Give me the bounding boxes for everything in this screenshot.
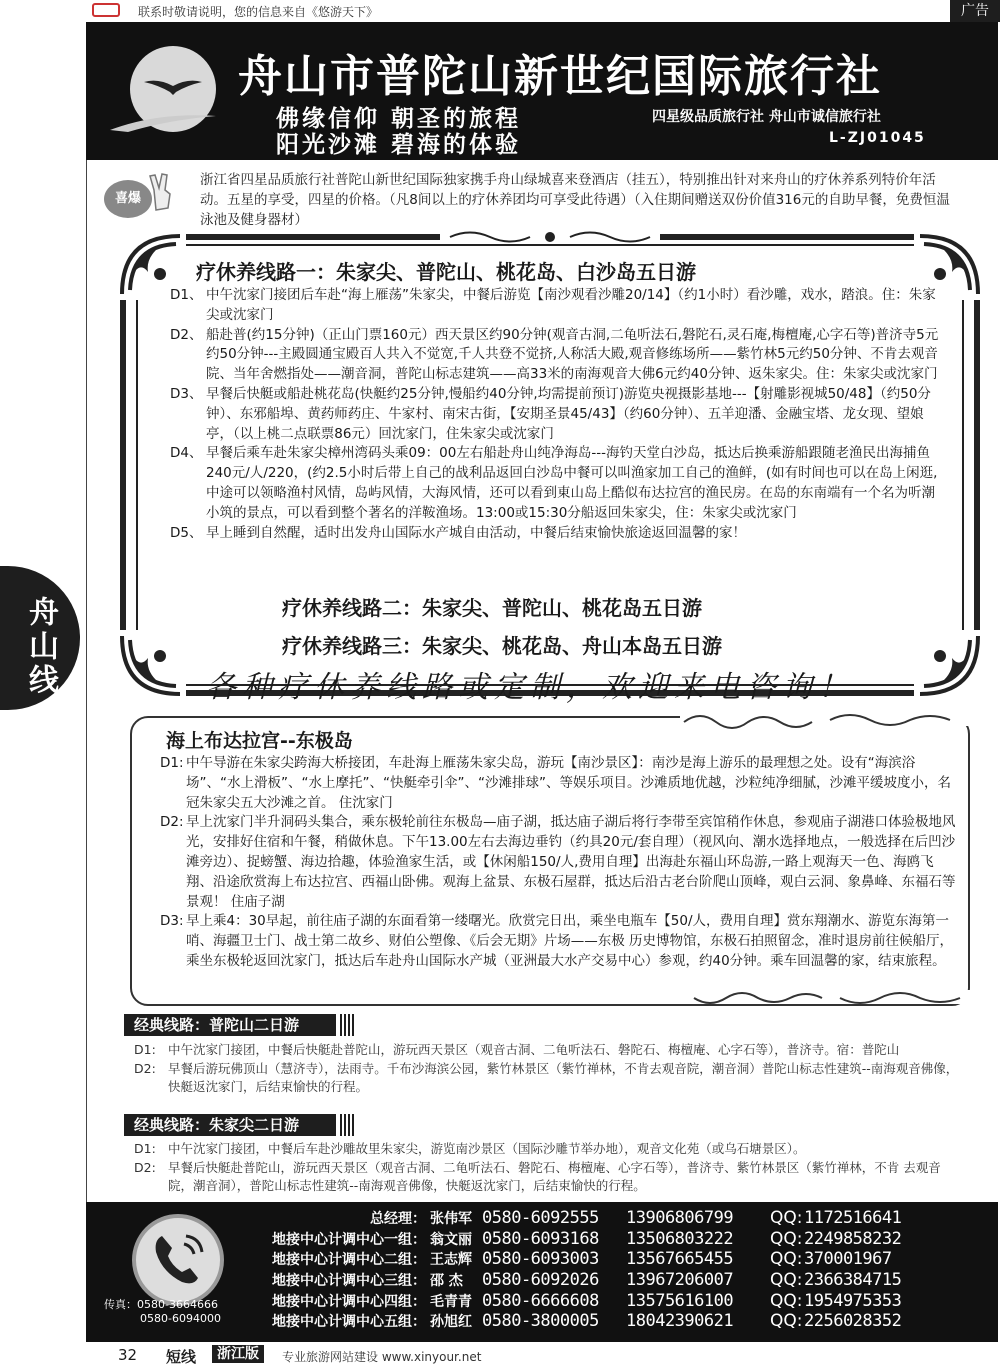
east-island-itinerary [160,754,960,972]
contact-row: 地接中心计调中心二组： 王志辉 0580-6093003 13567665455 QQ: 370001967 [272,1249,892,1270]
contact-list [246,1208,990,1332]
east-island-title: 海上布达拉宫--东极岛 [166,730,353,752]
itinerary-day: D1: 中午沈家门接团，中餐后车赴沙雕故里朱家尖，游览南沙景区（国际沙雕节举办地），观音文化苑（或乌石塘景区）。 [134,1141,806,1156]
source-note: 联系时敬请说明，您的信息来自《悠游天下》 [138,5,379,19]
itinerary-day: D3、 早餐后快艇或船赴桃花岛(快艇约25分钟,慢船约40分钟,均需提前预订)游览央视摄影基地---【射雕影视城50/48】（约50分钟）、东邪船埠、黄药师药庄、牛家村、南宋古街，【安期圣景45/43】（约60分钟）、五羊迎潘、金融宝塔、龙女现、望娘亭，（以上桃二点联票86元）回沈家门，住朱家尖或沈家门 [170,385,931,442]
phone-badge [132,1214,224,1306]
route-2-title: 疗休养线路二：朱家尖、普陀山、桃花岛五日游 [282,596,702,620]
custom-route-note: 各种疗休养线路或定制，欢迎来电咨询！ [206,670,854,705]
contact-footer [86,1202,998,1342]
ad-tag: 广告 [950,0,1000,22]
itinerary-day: D2: 早餐后游玩佛顶山（慧济寺），法雨寺。千布沙海滨公园，紫竹林景区（紫竹禅林，不肯去观音院，潮音洞）普陀山标志性建筑--南海观音佛像，快艇返沈家门，后结束愉快的行程。 [134,1060,959,1094]
route-1-itinerary [170,286,942,543]
phone-icon [148,1230,208,1290]
contact-row: 地接中心计调中心三组： 邵 杰 0580-6092026 13967206007 QQ: 2366384715 [272,1270,902,1291]
swoosh-icon [108,108,218,134]
itinerary-day: D1: 中午导游在朱家尖跨海大桥接团，车赴海上雁荡朱家尖岛，游玩【南沙景区】：南沙是海上游乐的最理想之处。设有“海滨浴场”、“水上滑板”、“水上摩托”、“快艇牵引伞”、“沙滩排球”、等娱乐项目。沙滩质地优越，沙粒纯净细腻，沙滩平缓坡度小，名冠朱家尖五大沙滩之首。 住沈家门 [160,755,951,811]
itinerary-day: D4、 早餐后乘车赴朱家尖樟州湾码头乘09：00左右船赴舟山纯净海岛---海钓天堂白沙岛，抵达后换乘游船跟随老渔民出海捕鱼240元/人/220，(约2.5小时后带上自己的战利品返回白沙岛中餐可以叫渔家加工自己的渔鲜，(如有时间也可以在岛上闲逛,中途可以领略渔村风情，岛屿风情，大海风情，还可以看到東山岛上酷似布达拉宫的渔民房。在岛的东南端有一个名为听潮小筑的景点，可以看到整个著名的洋鞍渔场。13:00或15:30分船返回朱家尖，住：朱家尖或沈家门 [170,445,938,521]
section-label: 短线 [166,1348,197,1366]
classic-route-2-itinerary [134,1140,964,1196]
hot-badge [104,172,176,222]
victory-hand-icon [148,172,176,212]
website-line: 专业旅游网站建设 www.xinyour.net [282,1350,482,1364]
page-number: 32 [118,1346,138,1364]
corner-flourish-icon [116,630,186,700]
itinerary-day: D3: 早上乘4：30早起，前往庙子湖的东面看第一缕曙光。欣赏完日出，乘坐电瓶车【50/人，费用自理】赏东翔潮水、游览东海第一哨、海疆卫士门、战士第二故乡、财伯公塑像、《后会无期》片场——东极 历史博物馆，东极石拍照留念，准时退房前往候船厅，乘坐东极轮返回沈家门，抵达后车赴舟山国际水产城（亚洲最大水产交易中心）参观，约40分钟。乘车回温馨的家，结束旅程。 [160,913,954,969]
corner-flourish-icon [914,630,984,700]
fax-numbers: 传真：0580-3664666 0580-6094000 [104,1298,221,1325]
quality-badge: 四星级品质旅行社 舟山市诚信旅行社 [652,109,881,125]
itinerary-day: D5、 早上睡到自然醒，适时出发舟山国际水产城自由活动，中餐后结束愉快旅途返回温馨的家！ [170,524,746,541]
contact-row: 地接中心计调中心一组： 翁文丽 0580-6093168 13506803222 QQ: 2249858232 [272,1228,902,1249]
top-strip [0,0,1000,22]
region-side-tab: 舟山线 [0,566,80,710]
scroll-ornament-icon [440,228,660,246]
itinerary-day: D2、 船赴普(约15分钟)（正山门票160元）西天景区约90分钟(观音古洞,二龟听法石,磐陀石,灵石庵,梅檀庵,心字石等)普济寺5元约50分钟---主殿圆通宝殿百人共入不觉宽,千人共登不觉挤,人称活大殿,观音修练场所——紫竹林5元约50分钟、不肯去观音院、当年舍燃指处——潮音洞，普陀山标志建筑——高33米的南海观音大佛6元约40分钟、返朱家尖。住：朱家尖或沈家门 [170,326,939,383]
itinerary-day: D2: 早上沈家门半升洞码头集合，乘东极轮前往东极岛—庙子湖，抵达庙子湖后将行李带至宾馆稍作休息，参观庙子湖港口体验极地风光，安排好住宿和午餐，稍做休息。下午13.00左右去海边垂钓（约具20元/套自理）（视风向、潮水选择地点，一般选择在后凹沙滩旁边）、捉螃蟹、海边拾趣，体验渔家生活，或【休闲船150/人,费用自理】出海赴东福山环岛游,一路上观海天一色、海鸥飞翔、沿途欣赏海上布达拉宫、西福山卧佛。观海上盆景、东极石屋群，抵达后沿古老台阶爬山顶峰，观白云洞、象鼻峰、东福石等景观！ 住庙子湖 [160,814,956,910]
magazine-logo-icon [92,3,120,17]
page-footer [0,1342,1000,1366]
agency-title: 舟山市普陀山新世纪国际旅行社 [238,51,882,102]
contact-row: 总经理： 张伟军 0580-6092555 13906806799 QQ: 1172516641 [370,1208,902,1229]
license-number: L-ZJ01045 [829,130,926,146]
route-3-title: 疗休养线路三：朱家尖、桃花岛、舟山本岛五日游 [282,634,722,658]
route-1-title: 疗休养线路一：朱家尖、普陀山、桃花岛、白沙岛五日游 [196,260,696,284]
itinerary-day: D2: 早餐后快艇赴普陀山，游玩西天景区（观音古洞、二龟听法石、磐陀石、梅檀庵、心字石等），普济寺、紫竹林景区（紫竹禅林，不肯 去观音院，潮音洞），普陀山标志性建筑--南海观音佛像，快艇返沈家门，后结束愉快的行程。 [134,1159,941,1193]
itinerary-day: D1、 中午沈家门接团后车赴“海上雁荡”朱家尖，中餐后游览【南沙观看沙雕20/14】（约1小时）看沙雕，戏水，踏浪。住：朱家尖或沈家门 [170,287,936,323]
hot-badge-label: 喜爆 [104,180,152,218]
agency-header [86,22,998,160]
contact-row: 地接中心计调中心四组： 毛青青 0580-6666608 13575616100 QQ: 1954975353 [272,1290,902,1311]
classic-route-1-label: 经典线路：普陀山二日游 [124,1014,336,1036]
slogan-line-1: 佛缘信仰 朝圣的旅程 [276,106,522,132]
contact-row: 地接中心计调中心五组： 孙旭红 0580-3800005 18042390621 QQ: 2256028352 [272,1311,902,1332]
classic-route-2-label: 经典线路：朱家尖二日游 [124,1114,336,1136]
slogan-line-2: 阳光沙滩 碧海的体验 [276,132,522,158]
edition-tag: 浙江版 [212,1345,264,1363]
itinerary-day: D1: 中午沈家门接团，中餐后快艇赴普陀山，游玩西天景区（观音古洞、二龟听法石、磐陀石、梅檀庵、心字石等），普济寺。宿：普陀山 [134,1042,900,1057]
swirl-ornament-icon [680,708,970,732]
intro-text: 浙江省四星品质旅行社普陀山新世纪国际独家携手舟山绿城喜来登酒店（挂五），特别推出针对来舟山的疗休养系列特价年活动。五星的享受，四星的价格。（凡8间以上的疗休养团均可享受此待遇）（入住期间赠送双份价值316元的自助早餐，免费恒温泳池及健身器材） [200,172,950,228]
swirl-ornament-icon [690,986,980,1010]
classic-route-1-itinerary [134,1041,964,1097]
eagle-wing-icon [142,76,204,96]
